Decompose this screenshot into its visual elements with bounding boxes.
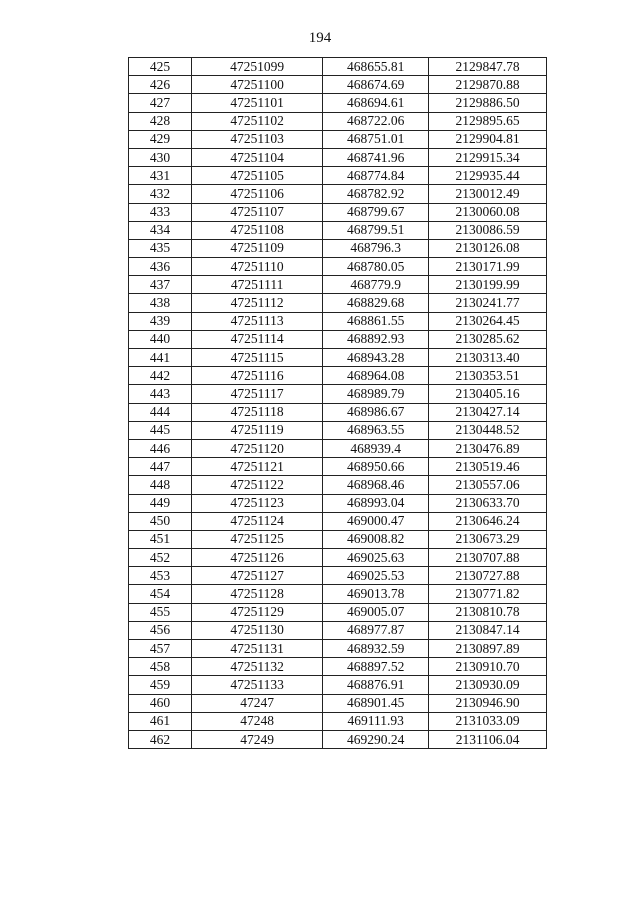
x-coordinate-cell: 468779.9 (323, 276, 429, 294)
row-number-cell: 453 (129, 567, 192, 585)
row-number-cell: 441 (129, 349, 192, 367)
y-coordinate-cell: 2130012.49 (429, 185, 547, 203)
row-number-cell: 445 (129, 421, 192, 439)
point-id-cell: 47251125 (192, 530, 323, 548)
point-id-cell: 47251101 (192, 94, 323, 112)
x-coordinate-cell: 468901.45 (323, 694, 429, 712)
x-coordinate-cell: 468722.06 (323, 112, 429, 130)
table-row (129, 421, 547, 439)
y-coordinate-cell: 2130673.29 (429, 530, 547, 548)
point-id-cell: 47251130 (192, 621, 323, 639)
x-coordinate-cell: 468782.92 (323, 185, 429, 203)
row-number-cell: 435 (129, 239, 192, 257)
y-coordinate-cell: 2130519.46 (429, 458, 547, 476)
table-row (129, 130, 547, 148)
row-number-cell: 439 (129, 312, 192, 330)
x-coordinate-cell: 468876.91 (323, 676, 429, 694)
point-id-cell: 47251107 (192, 203, 323, 221)
point-id-cell: 47251126 (192, 549, 323, 567)
row-number-cell: 436 (129, 258, 192, 276)
y-coordinate-cell: 2130946.90 (429, 694, 547, 712)
y-coordinate-cell: 2130405.16 (429, 385, 547, 403)
y-coordinate-cell: 2130633.70 (429, 494, 547, 512)
point-id-cell: 47251132 (192, 658, 323, 676)
y-coordinate-cell: 2130557.06 (429, 476, 547, 494)
y-coordinate-cell: 2129904.81 (429, 130, 547, 148)
point-id-cell: 47251123 (192, 494, 323, 512)
x-coordinate-cell: 468989.79 (323, 385, 429, 403)
row-number-cell: 447 (129, 458, 192, 476)
table-row (129, 367, 547, 385)
point-id-cell: 47251120 (192, 439, 323, 457)
point-id-cell: 47247 (192, 694, 323, 712)
x-coordinate-cell: 468861.55 (323, 312, 429, 330)
point-id-cell: 47251111 (192, 276, 323, 294)
y-coordinate-cell: 2130771.82 (429, 585, 547, 603)
x-coordinate-cell: 468993.04 (323, 494, 429, 512)
row-number-cell: 449 (129, 494, 192, 512)
point-id-cell: 47251118 (192, 403, 323, 421)
row-number-cell: 432 (129, 185, 192, 203)
x-coordinate-cell: 468977.87 (323, 621, 429, 639)
x-coordinate-cell: 468751.01 (323, 130, 429, 148)
x-coordinate-cell: 468950.66 (323, 458, 429, 476)
point-id-cell: 47251110 (192, 258, 323, 276)
row-number-cell: 458 (129, 658, 192, 676)
x-coordinate-cell: 468892.93 (323, 330, 429, 348)
point-id-cell: 47251115 (192, 349, 323, 367)
point-id-cell: 47251116 (192, 367, 323, 385)
x-coordinate-cell: 468655.81 (323, 58, 429, 76)
x-coordinate-cell: 469008.82 (323, 530, 429, 548)
x-coordinate-cell: 468796.3 (323, 239, 429, 257)
table-row (129, 567, 547, 585)
table-row (129, 349, 547, 367)
x-coordinate-cell: 468780.05 (323, 258, 429, 276)
row-number-cell: 428 (129, 112, 192, 130)
x-coordinate-cell: 469290.24 (323, 730, 429, 748)
table-row (129, 167, 547, 185)
point-id-cell: 47251122 (192, 476, 323, 494)
y-coordinate-cell: 2129935.44 (429, 167, 547, 185)
y-coordinate-cell: 2130646.24 (429, 512, 547, 530)
y-coordinate-cell: 2130427.14 (429, 403, 547, 421)
x-coordinate-cell: 469111.93 (323, 712, 429, 730)
row-number-cell: 437 (129, 276, 192, 294)
point-id-cell: 47251100 (192, 76, 323, 94)
y-coordinate-cell: 2130171.99 (429, 258, 547, 276)
coordinates-table (128, 57, 547, 749)
table-row (129, 403, 547, 421)
y-coordinate-cell: 2131033.09 (429, 712, 547, 730)
y-coordinate-cell: 2130707.88 (429, 549, 547, 567)
row-number-cell: 444 (129, 403, 192, 421)
row-number-cell: 450 (129, 512, 192, 530)
y-coordinate-cell: 2129847.78 (429, 58, 547, 76)
table-row (129, 694, 547, 712)
row-number-cell: 459 (129, 676, 192, 694)
page-number: 194 (308, 30, 332, 46)
x-coordinate-cell: 468774.84 (323, 167, 429, 185)
table-row (129, 221, 547, 239)
y-coordinate-cell: 2130264.45 (429, 312, 547, 330)
x-coordinate-cell: 468674.69 (323, 76, 429, 94)
y-coordinate-cell: 2130126.08 (429, 239, 547, 257)
x-coordinate-cell: 468943.28 (323, 349, 429, 367)
row-number-cell: 454 (129, 585, 192, 603)
y-coordinate-cell: 2130897.89 (429, 640, 547, 658)
x-coordinate-cell: 468694.61 (323, 94, 429, 112)
y-coordinate-cell: 2130727.88 (429, 567, 547, 585)
point-id-cell: 47251128 (192, 585, 323, 603)
y-coordinate-cell: 2130847.14 (429, 621, 547, 639)
table-row (129, 476, 547, 494)
table-row (129, 458, 547, 476)
point-id-cell: 47251127 (192, 567, 323, 585)
y-coordinate-cell: 2130241.77 (429, 294, 547, 312)
point-id-cell: 47251106 (192, 185, 323, 203)
table-row (129, 530, 547, 548)
y-coordinate-cell: 2130476.89 (429, 439, 547, 457)
row-number-cell: 429 (129, 130, 192, 148)
row-number-cell: 457 (129, 640, 192, 658)
x-coordinate-cell: 469013.78 (323, 585, 429, 603)
table-row (129, 640, 547, 658)
point-id-cell: 47251131 (192, 640, 323, 658)
row-number-cell: 460 (129, 694, 192, 712)
table-row (129, 621, 547, 639)
row-number-cell: 446 (129, 439, 192, 457)
table-row (129, 276, 547, 294)
row-number-cell: 438 (129, 294, 192, 312)
y-coordinate-cell: 2131106.04 (429, 730, 547, 748)
table-row (129, 76, 547, 94)
table-row (129, 512, 547, 530)
point-id-cell: 47251114 (192, 330, 323, 348)
table-row (129, 185, 547, 203)
row-number-cell: 452 (129, 549, 192, 567)
y-coordinate-cell: 2130448.52 (429, 421, 547, 439)
x-coordinate-cell: 469025.63 (323, 549, 429, 567)
row-number-cell: 461 (129, 712, 192, 730)
row-number-cell: 430 (129, 148, 192, 166)
point-id-cell: 47251102 (192, 112, 323, 130)
point-id-cell: 47251108 (192, 221, 323, 239)
point-id-cell: 47251099 (192, 58, 323, 76)
point-id-cell: 47251105 (192, 167, 323, 185)
table-row (129, 330, 547, 348)
x-coordinate-cell: 468939.4 (323, 439, 429, 457)
row-number-cell: 455 (129, 603, 192, 621)
row-number-cell: 427 (129, 94, 192, 112)
point-id-cell: 47251112 (192, 294, 323, 312)
row-number-cell: 443 (129, 385, 192, 403)
x-coordinate-cell: 468799.51 (323, 221, 429, 239)
row-number-cell: 440 (129, 330, 192, 348)
table-row (129, 258, 547, 276)
table-row (129, 494, 547, 512)
point-id-cell: 47248 (192, 712, 323, 730)
table-row (129, 112, 547, 130)
table-row (129, 312, 547, 330)
row-number-cell: 456 (129, 621, 192, 639)
point-id-cell: 47251133 (192, 676, 323, 694)
x-coordinate-cell: 469005.07 (323, 603, 429, 621)
y-coordinate-cell: 2130285.62 (429, 330, 547, 348)
y-coordinate-cell: 2129915.34 (429, 148, 547, 166)
point-id-cell: 47251124 (192, 512, 323, 530)
y-coordinate-cell: 2130910.70 (429, 658, 547, 676)
y-coordinate-cell: 2130086.59 (429, 221, 547, 239)
row-number-cell: 442 (129, 367, 192, 385)
point-id-cell: 47251129 (192, 603, 323, 621)
x-coordinate-cell: 468968.46 (323, 476, 429, 494)
y-coordinate-cell: 2130313.40 (429, 349, 547, 367)
point-id-cell: 47251119 (192, 421, 323, 439)
row-number-cell: 431 (129, 167, 192, 185)
y-coordinate-cell: 2129870.88 (429, 76, 547, 94)
x-coordinate-cell: 468964.08 (323, 367, 429, 385)
x-coordinate-cell: 469000.47 (323, 512, 429, 530)
x-coordinate-cell: 468799.67 (323, 203, 429, 221)
y-coordinate-cell: 2130810.78 (429, 603, 547, 621)
x-coordinate-cell: 469025.53 (323, 567, 429, 585)
x-coordinate-cell: 468741.96 (323, 148, 429, 166)
y-coordinate-cell: 2130199.99 (429, 276, 547, 294)
point-id-cell: 47249 (192, 730, 323, 748)
table-row (129, 712, 547, 730)
x-coordinate-cell: 468963.55 (323, 421, 429, 439)
x-coordinate-cell: 468986.67 (323, 403, 429, 421)
table-row (129, 585, 547, 603)
x-coordinate-cell: 468829.68 (323, 294, 429, 312)
point-id-cell: 47251121 (192, 458, 323, 476)
table-row (129, 385, 547, 403)
row-number-cell: 451 (129, 530, 192, 548)
coordinates-table-body (129, 58, 547, 749)
table-row (129, 603, 547, 621)
point-id-cell: 47251109 (192, 239, 323, 257)
table-row (129, 203, 547, 221)
table-row (129, 658, 547, 676)
y-coordinate-cell: 2129895.65 (429, 112, 547, 130)
point-id-cell: 47251103 (192, 130, 323, 148)
table-row (129, 94, 547, 112)
point-id-cell: 47251113 (192, 312, 323, 330)
y-coordinate-cell: 2130060.08 (429, 203, 547, 221)
row-number-cell: 462 (129, 730, 192, 748)
y-coordinate-cell: 2130353.51 (429, 367, 547, 385)
y-coordinate-cell: 2129886.50 (429, 94, 547, 112)
table-row (129, 239, 547, 257)
table-row (129, 730, 547, 748)
row-number-cell: 426 (129, 76, 192, 94)
table-row (129, 439, 547, 457)
x-coordinate-cell: 468932.59 (323, 640, 429, 658)
table-row (129, 549, 547, 567)
table-row (129, 58, 547, 76)
table-row (129, 676, 547, 694)
table-row (129, 294, 547, 312)
row-number-cell: 433 (129, 203, 192, 221)
table-row (129, 148, 547, 166)
y-coordinate-cell: 2130930.09 (429, 676, 547, 694)
x-coordinate-cell: 468897.52 (323, 658, 429, 676)
point-id-cell: 47251117 (192, 385, 323, 403)
point-id-cell: 47251104 (192, 148, 323, 166)
row-number-cell: 448 (129, 476, 192, 494)
row-number-cell: 434 (129, 221, 192, 239)
row-number-cell: 425 (129, 58, 192, 76)
